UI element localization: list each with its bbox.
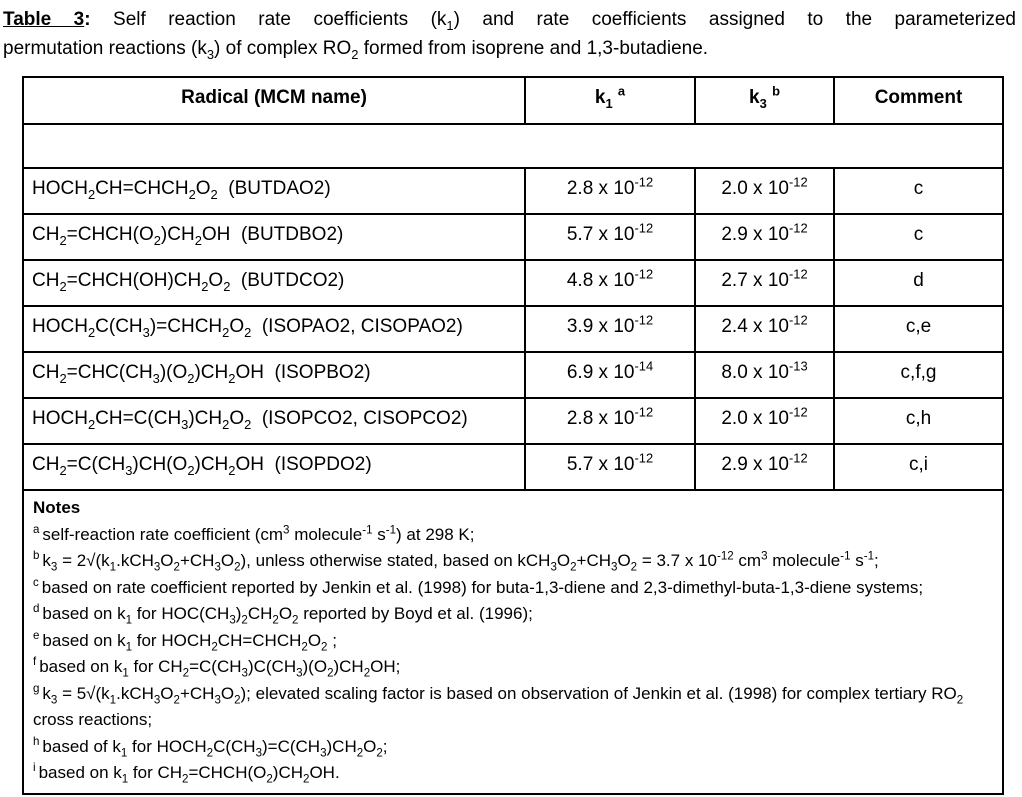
table-header-row — [23, 77, 1003, 124]
comment-cell: c,e — [834, 306, 1003, 352]
k3-cell: 2.7 x $10^{-12}$ — [695, 260, 834, 306]
comment-cell: c — [834, 168, 1003, 214]
note-text: based on $k_1$ for $CH_2=CHCH(O_2)CH_2OH$. — [38, 763, 340, 786]
k1-cell: 2.8 x $10^{-12}$ — [525, 398, 695, 444]
k1-cell: 6.9 x $10^{-14}$ — [525, 352, 695, 398]
table-notes-row — [23, 490, 1003, 794]
table-row — [23, 306, 1003, 352]
column-header-radical: Radical (MCM name) — [23, 77, 525, 124]
radical-cell: $HOCH_2CH=C(CH_3)CH_2O_2$ (ISOPCO2, CISOPCO2) — [23, 398, 525, 444]
spacer-cell — [23, 124, 1003, 168]
k1-cell: 5.7 x $10^{-12}$ — [525, 444, 695, 490]
k3-cell: 2.0 x $10^{-12}$ — [695, 168, 834, 214]
radical-cell: $CH_2=CHCH(O_2)CH_2OH$ (BUTDBO2) — [23, 214, 525, 260]
note-text: based on $k_1$ for $CH_2=C(CH_3)C(CH_3)(O_2)CH_2OH$; — [39, 657, 401, 680]
document-page — [0, 5, 1022, 795]
note-marker: g — [33, 682, 40, 695]
note-text: based on $k_1$ for $HOC(CH_3)_2CH_2O_2$ reported by Boyd et al. (1996); — [42, 604, 533, 627]
table-caption-label: Table 3 — [3, 9, 85, 30]
column-header-k1: $k_1$ $^a$ — [525, 77, 695, 124]
note-marker: i — [33, 762, 36, 775]
note-line-i — [33, 760, 993, 787]
note-text: $k_3 = 2√(k_1.kCH_3O_2+CH_3O_2)$, unless otherwise stated, based on $kCH_3O_2+CH_3O_2 = 3.7$ x $10^{-12}$ $cm^3$ molecule$^{-1}$ $s^{-1}$; — [42, 550, 879, 574]
table-spacer-row — [23, 124, 1003, 168]
k3-cell: 8.0 x $10^{-13}$ — [695, 352, 834, 398]
note-line-c — [33, 575, 993, 602]
note-line-a — [33, 522, 993, 549]
note-text: $k_3 = 5√(k_1.kCH_3O_2+CH_3O_2)$; elevated scaling factor is based on observation of Jenkin et al. (1998) for complex tertiary $RO_2$ cross reactions; — [33, 683, 964, 729]
note-text: based of $k_1$ for $HOCH_2C(CH_3)=C(CH_3)CH_2O_2$; — [42, 736, 388, 759]
table-caption-separator: : — [84, 9, 91, 30]
comment-cell: c — [834, 214, 1003, 260]
table-caption-text-1: Self reaction rate coefficients $(k_1)$ and rate coefficients assigned to the parameterized — [113, 9, 1016, 33]
k1-cell: 2.8 x $10^{-12}$ — [525, 168, 695, 214]
k1-cell: 4.8 x $10^{-12}$ — [525, 260, 695, 306]
radical-cell: $HOCH_2C(CH_3)=CHCH_2O_2$ (ISOPAO2, CISOPAO2) — [23, 306, 525, 352]
note-line-f — [33, 654, 993, 681]
notes-section — [23, 490, 1003, 794]
k3-cell: 2.4 x $10^{-12}$ — [695, 306, 834, 352]
comment-cell: d — [834, 260, 1003, 306]
table-row — [23, 168, 1003, 214]
notes-heading: Notes — [33, 498, 81, 517]
table-row — [23, 398, 1003, 444]
note-text: based on $k_1$ for $HOCH_2CH=CHCH_2O_2$ ; — [42, 630, 337, 653]
note-marker: d — [33, 603, 40, 616]
k1-cell: 5.7 x $10^{-12}$ — [525, 214, 695, 260]
table-row — [23, 260, 1003, 306]
radical-cell: $CH_2=C(CH_3)CH(O_2)CH_2OH$ (ISOPDO2) — [23, 444, 525, 490]
table-row — [23, 444, 1003, 490]
note-line-e — [33, 628, 993, 655]
note-text: based on rate coefficient reported by Jenkin et al. (1998) for buta-1,3-diene and 2,3-dimethyl-buta-1,3-diene systems; — [41, 577, 924, 597]
comment-cell: c,i — [834, 444, 1003, 490]
note-line-d — [33, 601, 993, 628]
note-marker: h — [33, 735, 40, 748]
note-marker: e — [33, 629, 40, 642]
rate-coefficients-table — [22, 76, 1004, 795]
k3-cell: 2.0 x $10^{-12}$ — [695, 398, 834, 444]
table-caption-line1 — [3, 5, 1016, 34]
radical-cell: $CH_2=CHC(CH_3)(O_2)CH_2OH$ (ISOPBO2) — [23, 352, 525, 398]
note-text: self-reaction rate coefficient ($cm^3$ molecule$^{-1}$ $s^{-1}$) at 298 K; — [42, 523, 475, 544]
radical-cell: $HOCH_2CH=CHCH_2O_2$ (BUTDAO2) — [23, 168, 525, 214]
comment-cell: c,h — [834, 398, 1003, 444]
k3-cell: 2.9 x $10^{-12}$ — [695, 444, 834, 490]
note-line-h — [33, 734, 993, 761]
note-line-b — [33, 548, 993, 575]
table-row — [23, 214, 1003, 260]
table-caption-line2: permutation reactions $(k_3)$ of complex $RO_2$ formed from isoprene and 1,3-butadiene. — [3, 38, 709, 62]
note-marker: f — [33, 656, 37, 669]
k1-cell: 3.9 x $10^{-12}$ — [525, 306, 695, 352]
note-marker: a — [33, 523, 40, 536]
comment-cell: c,f,g — [834, 352, 1003, 398]
column-header-k3: $k_3$ $^b$ — [695, 77, 834, 124]
table-caption — [3, 5, 1016, 63]
k3-cell: 2.9 x $10^{-12}$ — [695, 214, 834, 260]
note-marker: b — [33, 550, 40, 563]
table-row — [23, 352, 1003, 398]
note-marker: c — [33, 576, 39, 589]
note-line-g — [33, 681, 993, 734]
column-header-comment: Comment — [834, 77, 1003, 124]
radical-cell: $CH_2=CHCH(OH)CH_2O_2$ (BUTDCO2) — [23, 260, 525, 306]
